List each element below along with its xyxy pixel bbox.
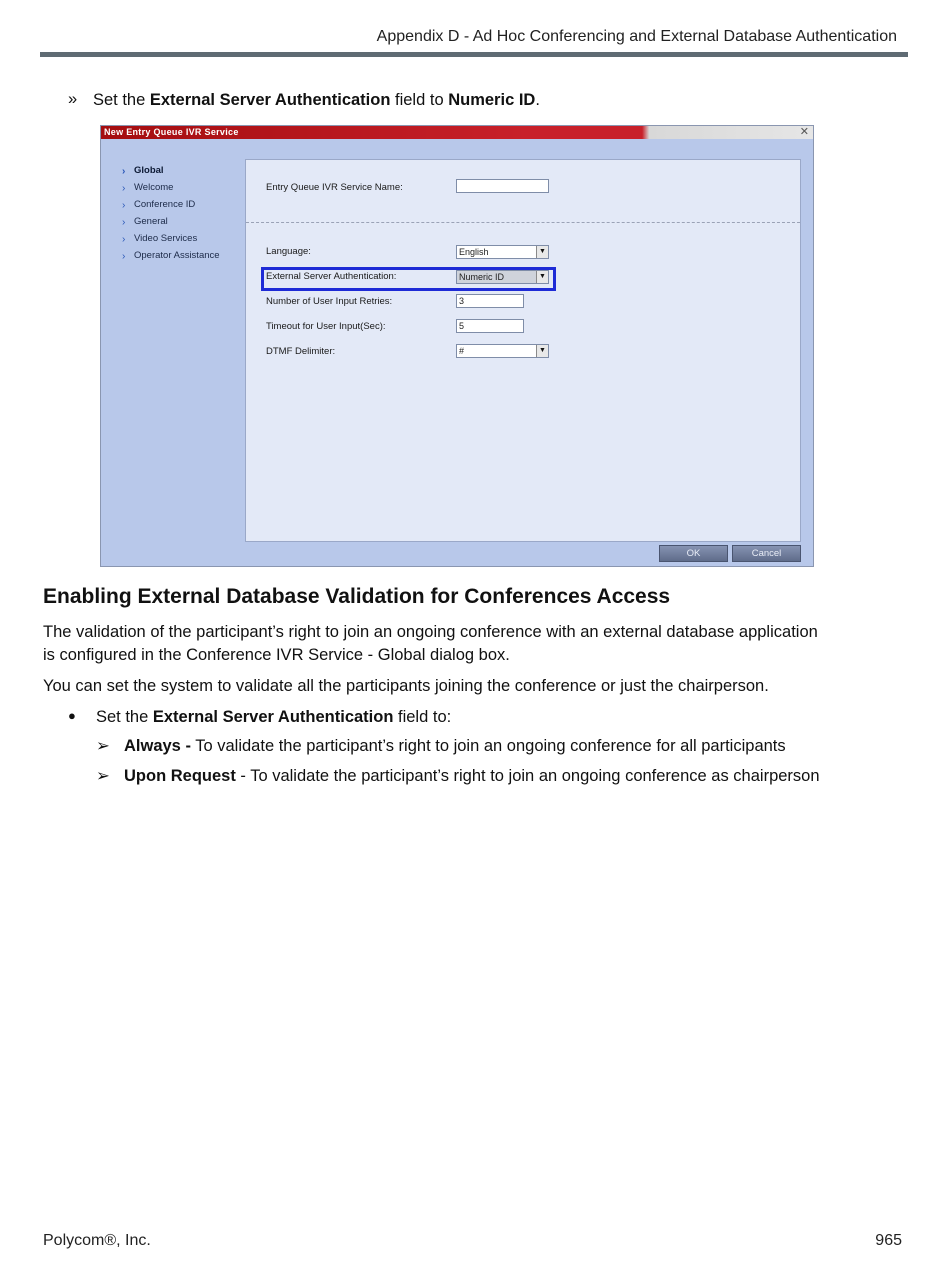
chevron-right-icon: › <box>122 251 126 262</box>
dialog-title: New Entry Queue IVR Service <box>104 127 239 137</box>
chevron-right-icon: › <box>122 200 126 211</box>
nav-item-label: Operator Assistance <box>134 250 220 261</box>
nav-item-conference-id[interactable] <box>121 196 220 213</box>
ext-auth-label: External Server Authentication: <box>266 271 397 282</box>
nav-item-general[interactable] <box>121 213 220 230</box>
step-field-name: External Server Authentication <box>149 91 391 109</box>
ext-auth-highlight <box>261 267 556 291</box>
retries-input[interactable]: 3 <box>456 294 524 308</box>
timeout-label: Timeout for User Input(Sec): <box>266 321 386 332</box>
chevron-right-icon: › <box>122 234 126 245</box>
ivr-service-dialog <box>100 125 814 567</box>
list-item <box>124 765 820 788</box>
section-heading: Enabling External Database Validation for Conferences Access <box>43 585 671 608</box>
bullet-glyph: ● <box>68 708 76 723</box>
nav-item-video-services[interactable] <box>121 230 220 247</box>
ext-auth-value: Numeric ID <box>459 272 505 282</box>
retries-label: Number of User Input Retries: <box>266 296 393 307</box>
step-instruction <box>93 89 540 112</box>
bullet-prefix: Set the <box>96 708 153 726</box>
nav-item-welcome[interactable] <box>121 179 220 196</box>
list-item-term: Always - <box>124 737 191 755</box>
arrow-bullet-icon: ➢ <box>96 767 110 785</box>
bullet-text <box>96 706 451 729</box>
footer-page-number: 965 <box>875 1232 902 1249</box>
footer-company: Polycom®, Inc. <box>43 1232 151 1249</box>
step-text-suffix: . <box>535 91 540 109</box>
service-name-label: Entry Queue IVR Service Name: <box>266 182 403 193</box>
paragraph-line: is configured in the Conference IVR Service - Global dialog box. <box>43 646 510 664</box>
chevron-right-icon: › <box>122 217 126 228</box>
nav-item-label: Conference ID <box>134 199 196 210</box>
dialog-panel <box>245 159 801 542</box>
cancel-button[interactable]: Cancel <box>732 545 801 562</box>
dialog-separator <box>246 222 800 223</box>
nav-item-label: Welcome <box>134 182 174 193</box>
paragraph-line: The validation of the participant’s right to join an ongoing conference with an external database application <box>43 623 818 641</box>
list-item <box>124 735 786 758</box>
dropdown-arrow-icon: ▼ <box>536 345 548 357</box>
dtmf-value: # <box>459 346 465 356</box>
dropdown-arrow-icon: ▼ <box>536 271 548 283</box>
step-text-prefix: Set the <box>93 91 150 109</box>
step-bullet-glyph: » <box>68 90 78 108</box>
nav-item-label: Video Services <box>134 233 198 244</box>
arrow-bullet-icon: ➢ <box>96 737 110 755</box>
nav-item-global[interactable] <box>121 162 220 179</box>
nav-item-label: General <box>134 216 168 227</box>
ok-button[interactable]: OK <box>659 545 728 562</box>
list-item-text: - To validate the participant’s right to join an ongoing conference as chairperson <box>235 767 820 785</box>
step-field-value: Numeric ID <box>448 91 536 109</box>
step-text-middle: field to <box>390 91 449 109</box>
header-rule <box>40 52 908 57</box>
page-header-title: Appendix D - Ad Hoc Conferencing and External Database Authentication <box>376 28 897 45</box>
bullet-field-name: External Server Authentication <box>152 708 394 726</box>
list-item-text: To validate the participant’s right to join an ongoing conference for all participants <box>190 737 786 755</box>
chevron-right-icon: › <box>122 183 126 194</box>
nav-item-operator-assistance[interactable] <box>121 247 220 264</box>
service-name-input[interactable] <box>456 179 549 193</box>
language-value: English <box>459 247 489 257</box>
chevron-right-icon: › <box>122 166 126 177</box>
dialog-titlebar <box>101 126 813 139</box>
bullet-suffix: field to: <box>393 708 452 726</box>
close-icon[interactable]: ✕ <box>799 126 809 138</box>
language-label: Language: <box>266 246 311 257</box>
paragraph: You can set the system to validate all the participants joining the conference or just the chairperson. <box>43 677 769 695</box>
list-item-term: Upon Request <box>124 767 236 785</box>
dtmf-select[interactable] <box>456 344 549 358</box>
dialog-nav <box>121 162 220 264</box>
language-select[interactable] <box>456 245 549 259</box>
dtmf-label: DTMF Delimiter: <box>266 346 336 357</box>
dropdown-arrow-icon: ▼ <box>536 246 548 258</box>
nav-item-label: Global <box>134 165 164 176</box>
timeout-input[interactable]: 5 <box>456 319 524 333</box>
